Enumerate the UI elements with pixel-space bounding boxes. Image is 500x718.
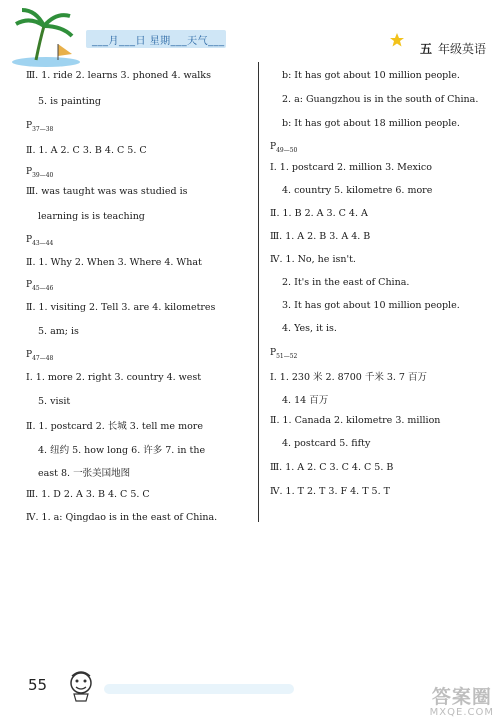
- answer-line: Ⅲ. 1. D 2. A 3. B 4. C 5. C: [26, 489, 150, 500]
- answer-line: Ⅱ. 1. postcard 2. 长城 3. tell me more: [26, 421, 203, 432]
- header-date-line: ___月___日 星期___天气___: [92, 36, 225, 47]
- mascot-icon: [64, 668, 98, 702]
- answer-line: b: It has got about 10 million people.: [282, 70, 460, 81]
- page-ref-heading: $P_{47—48}$: [26, 350, 54, 362]
- page-number: 55: [28, 676, 48, 694]
- answer-line: Ⅳ. 1. No, he isn't.: [270, 254, 356, 265]
- watermark: [430, 682, 494, 718]
- answer-line: 3. It has got about 10 million people.: [282, 300, 460, 311]
- page-ref-heading: $P_{45—46}$: [26, 280, 54, 292]
- answer-line: 4. postcard 5. fifty: [282, 438, 371, 449]
- answer-line: 2. It's in the east of China.: [282, 277, 410, 288]
- answer-line: Ⅲ. 1. ride 2. learns 3. phoned 4. walks: [26, 70, 211, 81]
- subject-label: 年级英语: [437, 42, 486, 56]
- watermark-top: 答案圈: [431, 686, 492, 708]
- header-grade-subject: [420, 40, 486, 57]
- answer-line: 4. 纽约 5. how long 6. 许多 7. in the: [38, 445, 206, 456]
- answer-line: Ⅲ. was taught was was studied is: [26, 186, 188, 197]
- star-icon: [390, 33, 404, 47]
- column-divider: [258, 62, 259, 522]
- page-ref-heading: $P_{43—44}$: [26, 235, 54, 247]
- watermark-bottom: MXQE.COM: [429, 707, 494, 718]
- answer-line: Ⅱ. 1. Canada 2. kilometre 3. million: [270, 415, 441, 426]
- answer-line: learning is is teaching: [38, 211, 145, 222]
- answer-line: 4. 14 百万: [282, 395, 329, 406]
- answer-line: 5. is painting: [38, 96, 101, 107]
- answer-line: 4. Yes, it is.: [282, 323, 337, 334]
- answer-line: Ⅰ. 1. postcard 2. million 3. Mexico: [270, 162, 432, 173]
- answer-line: Ⅳ. 1. a: Qingdao is in the east of China.: [26, 512, 218, 523]
- palm-tree-logo: [6, 4, 84, 68]
- answer-line: Ⅱ. 1. A 2. C 3. B 4. C 5. C: [26, 145, 147, 156]
- answer-line: Ⅳ. 1. T 2. T 3. F 4. T 5. T: [270, 486, 390, 497]
- answer-line: Ⅰ. 1. more 2. right 3. country 4. west: [26, 372, 202, 383]
- answer-line: Ⅱ. 1. Why 2. When 3. Where 4. What: [26, 257, 202, 268]
- page-ref-heading: $P_{51—52}$: [270, 348, 298, 360]
- answer-line: b: It has got about 18 million people.: [282, 118, 460, 129]
- answer-line: Ⅲ. 1. A 2. C 3. C 4. C 5. B: [270, 462, 394, 473]
- answer-line: 5. am; is: [38, 326, 79, 337]
- answer-line: east 8. 一张美国地图: [38, 468, 131, 479]
- page-ref-heading: $P_{37—38}$: [26, 121, 54, 133]
- answer-line: 4. country 5. kilometre 6. more: [282, 185, 433, 196]
- answer-line: 5. visit: [38, 396, 71, 407]
- answer-line: Ⅱ. 1. B 2. A 3. C 4. A: [270, 208, 368, 219]
- footer-decor-band: [104, 684, 294, 694]
- answer-line: Ⅱ. 1. visiting 2. Tell 3. are 4. kilometres: [26, 302, 216, 313]
- grade-label: 五: [419, 42, 432, 56]
- page-ref-heading: $P_{39—40}$: [26, 167, 54, 179]
- answer-line: Ⅰ. 1. 230 米 2. 8700 千米 3. 7 百万: [270, 372, 427, 383]
- answer-line: 2. a: Guangzhou is in the south of China.: [282, 94, 479, 105]
- answer-line: Ⅲ. 1. A 2. B 3. A 4. B: [270, 231, 371, 242]
- page-ref-heading: $P_{49—50}$: [270, 142, 298, 154]
